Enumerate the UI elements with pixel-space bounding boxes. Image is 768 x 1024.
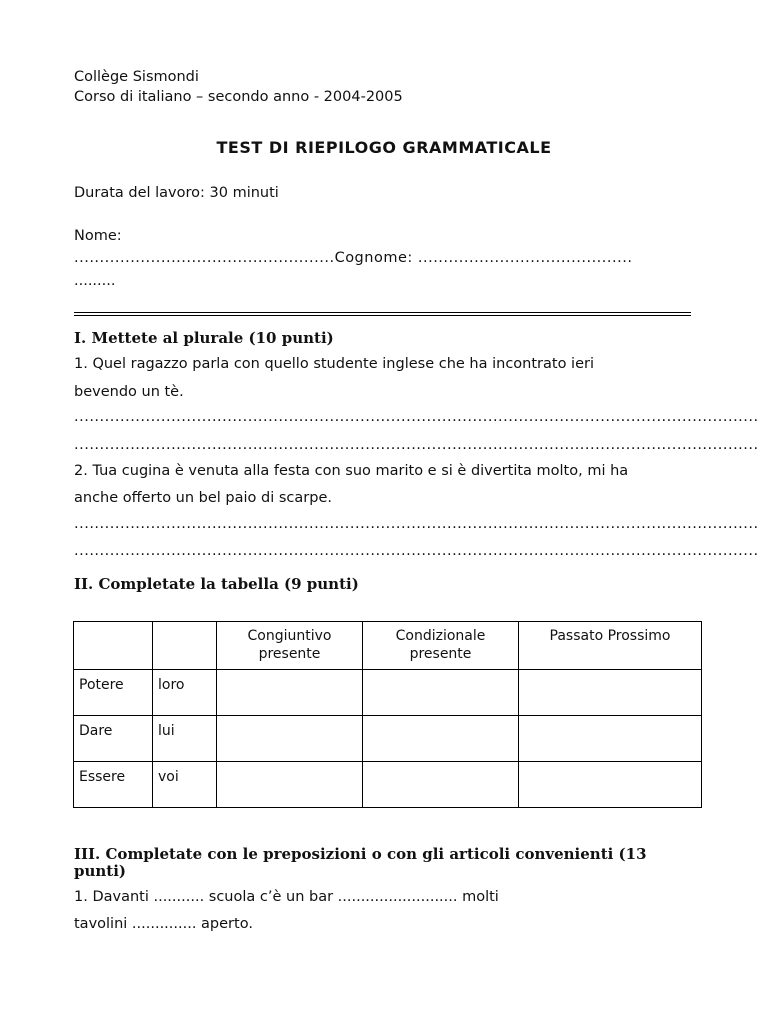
answer-cell[interactable] xyxy=(217,716,363,762)
answer-line: ...................................................................................................................................... xyxy=(74,437,759,453)
exercise-3-line-1: 1. Davanti ........... scuola c’è un bar .......................... molti xyxy=(74,889,499,905)
table-row xyxy=(74,762,702,808)
course-info: Corso di italiano – secondo anno - 2004-2005 xyxy=(74,89,403,105)
section-3-heading-line-1: III. Completate con le preposizioni o con gli articoli convenienti (13 xyxy=(74,845,647,863)
school-name: Collège Sismondi xyxy=(74,69,199,85)
name-line-continuation: ......... xyxy=(74,273,116,289)
table-header-cell xyxy=(153,622,217,670)
answer-line: ...................................................................................................................................... xyxy=(74,543,759,559)
table-row xyxy=(74,716,702,762)
section-1-heading: I. Mettete al plurale (10 punti) xyxy=(74,329,334,347)
answer-cell[interactable] xyxy=(217,762,363,808)
pronoun-cell: voi xyxy=(153,762,217,808)
table-header-cell: Congiuntivo presente xyxy=(217,622,363,670)
table-header-cell: Passato Prossimo xyxy=(519,622,702,670)
answer-line: ...................................................................................................................................... xyxy=(74,409,759,425)
conjugation-table xyxy=(73,621,702,808)
name-surname-line: ...................................................Cognome: .......................................... xyxy=(74,250,633,266)
exercise-2-line-2: anche offerto un bel paio di scarpe. xyxy=(74,490,332,506)
section-3-heading-line-2: punti) xyxy=(74,862,127,880)
verb-cell: Essere xyxy=(74,762,153,808)
answer-cell[interactable] xyxy=(519,762,702,808)
name-label: Nome: xyxy=(74,228,122,244)
exercise-3-line-2: tavolini .............. aperto. xyxy=(74,916,253,932)
answer-cell[interactable] xyxy=(217,670,363,716)
table-row xyxy=(74,670,702,716)
verb-cell: Dare xyxy=(74,716,153,762)
table-header-cell xyxy=(74,622,153,670)
answer-cell[interactable] xyxy=(519,716,702,762)
page-title: TEST DI RIEPILOGO GRAMMATICALE xyxy=(216,138,552,157)
double-rule-top xyxy=(74,312,691,313)
exercise-1-line-2: bevendo un tè. xyxy=(74,384,184,400)
exercise-1-line-1: 1. Quel ragazzo parla con quello studente inglese che ha incontrato ieri xyxy=(74,356,594,372)
verb-cell: Potere xyxy=(74,670,153,716)
section-2-heading: II. Completate la tabella (9 punti) xyxy=(74,575,359,593)
pronoun-cell: loro xyxy=(153,670,217,716)
answer-line: ...................................................................................................................................... xyxy=(74,516,759,532)
answer-cell[interactable] xyxy=(363,762,519,808)
table-header-row xyxy=(74,622,702,670)
pronoun-cell: lui xyxy=(153,716,217,762)
answer-cell[interactable] xyxy=(519,670,702,716)
answer-cell[interactable] xyxy=(363,716,519,762)
table-header-cell: Condizionale presente xyxy=(363,622,519,670)
double-rule-bottom xyxy=(74,315,691,316)
answer-cell[interactable] xyxy=(363,670,519,716)
duration-text: Durata del lavoro: 30 minuti xyxy=(74,185,279,201)
exercise-2-line-1: 2. Tua cugina è venuta alla festa con suo marito e si è divertita molto, mi ha xyxy=(74,463,629,479)
